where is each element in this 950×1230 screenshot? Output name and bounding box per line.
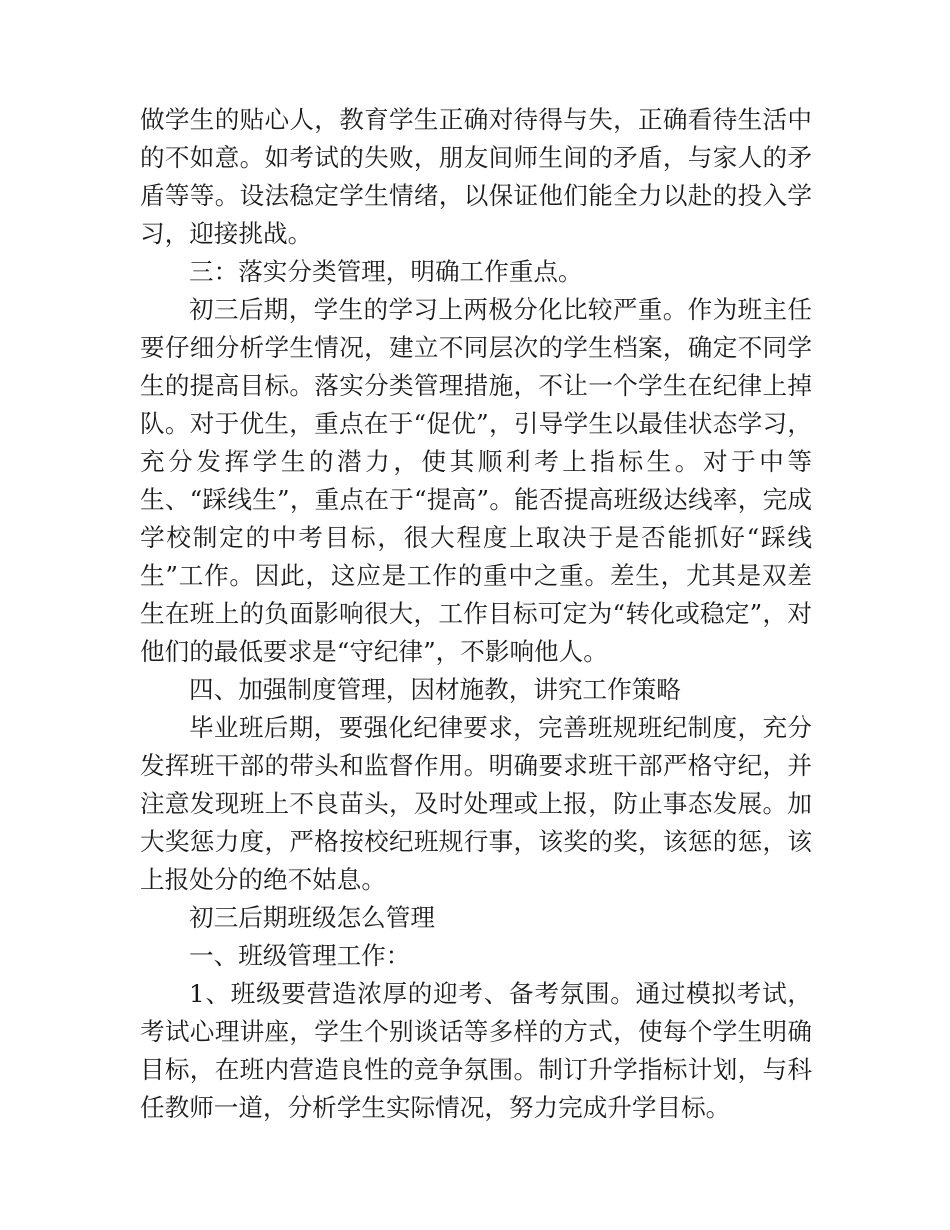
heading-title: 初三后期班级怎么管理 [189, 903, 435, 932]
paragraph-2: 初三后期，学生的学习上两极分化比较严重。作为班主任要仔细分析学生情况，建立不同层次的学生档案，确定不同学生的提高目标。落实分类管理措施，不让一个学生在纪律上掉队。对于优生，重点在于“促优”，引导学生以最佳状态学习，充分发挥学生的潜力，使其顺利考上指标生。对于中等生、“踩线生”，重点在于“提高”。能否提高班级达线率，完成学校制定的中考目标，很大程度上取决于是否能抓好“踩线生”工作。因此，这应是工作的重中之重。差生，尤其是双差生在班上的负面影响很大，工作目标可定为“转化或稳定”，对他们的最低要求是“守纪律”，不影响他人。 [140, 295, 812, 666]
paragraph-3: 毕业班后期，要强化纪律要求，完善班规班纪制度，充分发挥班干部的带头和监督作用。明确要求班干部严格守纪，并注意发现班上不良苗头，及时处理或上报，防止事态发展。加大奖惩力度，严格按校纪班规行事，该奖的奖，该惩的惩，该上报处分的绝不姑息。 [140, 713, 812, 894]
paragraph-4: 1、班级要营造浓厚的迎考、备考氛围。通过模拟考试，考试心理讲座，学生个别谈话等多样的方式，使每个学生明确目标，在班内营造良性的竞争氛围。制订升学指标计划，与科任教师一道，分析学生实际情况，努力完成升学目标。 [140, 979, 812, 1122]
heading-class-management: 一、班级管理工作： [189, 941, 411, 970]
heading-section-4: 四、加强制度管理，因材施教，讲究工作策略 [189, 675, 681, 704]
document-body [140, 101, 812, 1127]
heading-section-3: 三：落实分类管理，明确工作重点。 [189, 257, 583, 286]
paragraph-1: 做学生的贴心人，教育学生正确对待得与失，正确看待生活中的不如意。如考试的失败，朋友间师生间的矛盾，与家人的矛盾等等。设法稳定学生情绪，以保证他们能全力以赴的投入学习，迎接挑战。 [140, 105, 812, 248]
